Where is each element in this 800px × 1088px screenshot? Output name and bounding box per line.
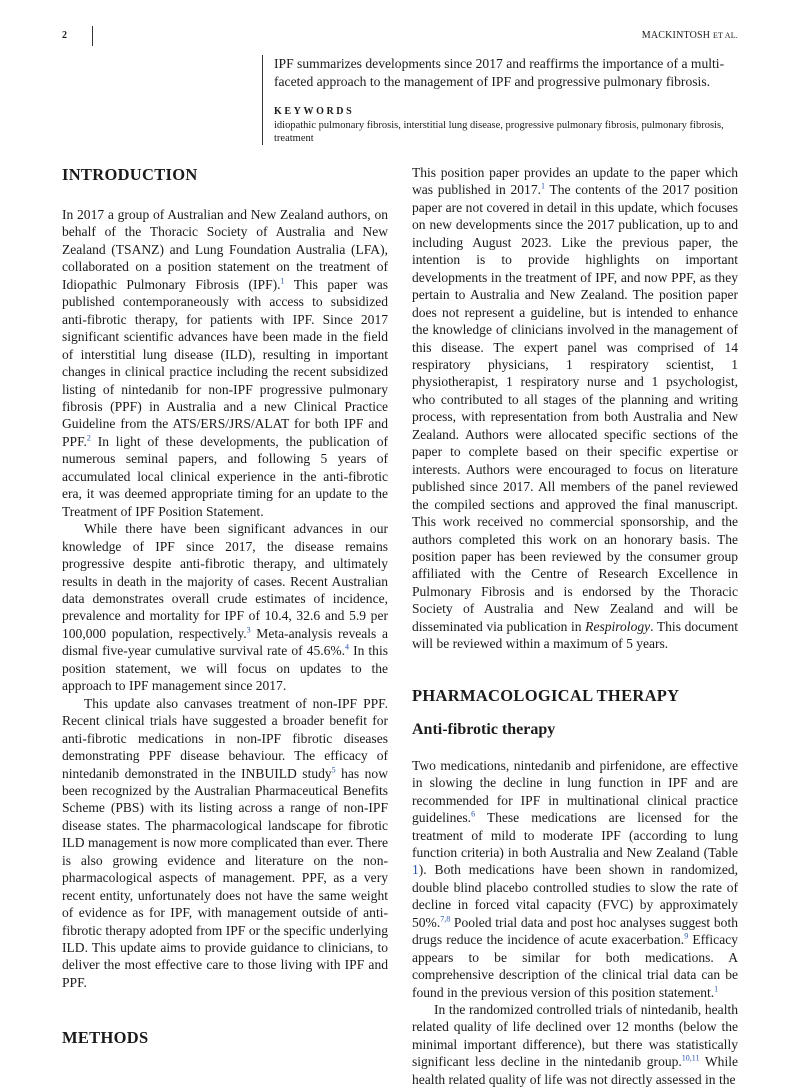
citation-link[interactable]: 7,8 — [440, 914, 451, 924]
header-divider — [92, 26, 93, 46]
running-head-etal: ET AL. — [712, 31, 738, 40]
methods-heading: METHODS — [62, 1028, 149, 1048]
anti-fibrotic-paragraph-1: Two medications, nintedanib and pirfenidone, are effective in slowing the decline in lung function in IPF and are recommended for IPF in multinational clinical practice guidelines.$^6$ These medications are licensed for the treatment of mild to moderate IPF (according to lung function criteria) in both Australia and New Zealand (Table 1). Both medications have been shown in randomized, double blind placebo controlled studies to slow the rate of decline in forced vital capacity (FVC) by approximately 50%.$^{7,8}$ Pooled trial data and post hoc analyses suggest both drugs reduce the incidence of acute exacerbation.$^9$ Efficacy appears to be similar for both medications. A comprehensive description of the clinical trial data can be found in the previous version of this position statement.$^1$ — [412, 757, 738, 1000]
methods-continuation — [412, 164, 738, 653]
abstract-text: IPF summarizes developments since 2017 and reaffirms the importance of a multi-faceted approach to the management of IPF and progressive pulmonary fibrosis. — [274, 56, 725, 89]
left-column — [62, 164, 388, 1069]
citation-link[interactable]: 5 — [331, 764, 336, 774]
running-head-name: MACKINTOSH — [641, 30, 713, 41]
anti-fibrotic-therapy-heading: Anti-fibrotic therapy — [412, 720, 556, 738]
keywords-list: idiopathic pulmonary fibrosis, interstitial lung disease, progressive pulmonary fibrosis, pulmonary fibrosis, treatment — [274, 120, 724, 144]
citation-link[interactable]: 4 — [345, 642, 350, 652]
citation-link[interactable]: 3 — [246, 625, 251, 635]
page-number: 2 — [62, 30, 67, 41]
table-link[interactable]: 1 — [412, 862, 419, 878]
running-header — [62, 26, 738, 46]
citation-link[interactable]: 1 — [280, 276, 285, 286]
methods-paragraph-1-continued: This position paper provides an update to the paper which was published in 2017.$^1$ The contents of the 2017 position paper are not covered in detail in this update, which focuses on new developments since the 2017 publication, up to and including August 2023. Like the previous paper, the intention is to provide highlights on important developments in the treatment of IPF, and now PPF, as they pertain to Australia and New Zealand. The position paper does not represent a guideline, but is intended to enhance the knowledge of clinicians involved in the management of this disease. The expert panel was comprised of 14 respiratory physicians, 1 respiratory scientist, 1 physiotherapist, 1 respiratory nurse and 1 psychologist, who contributed to all stages of the planning and writing process, with representation from both Australia and New Zealand. Authors were allocated specific sections of the paper to complete based on their specific expertise or interests. Authors were encouraged to focus on literature published since 2017. All members of the panel reviewed the compiled sections and approved the final manuscript. This work received no commercial sponsorship, and the authors completed this work on an honorary basis. The position paper has been reviewed by the consumer group affiliated with the Centre of Research Excellence in Pulmonary Fibrosis and is endorsed by the Thoracic Society of Australia and New Zealand and will be disseminated via publication in Respirology. This document will be reviewed within a maximum of 5 years. — [412, 165, 738, 652]
right-column — [412, 164, 738, 1088]
citation-link[interactable]: 9 — [684, 931, 689, 941]
introduction-paragraph-2: While there have been significant advances in our knowledge of IPF since 2017, the disease remains progressive despite anti-fibrotic therapy, and ultimately results in death in the majority of cases. Recent Australian data demonstrates overall crude estimates of incidence, prevalence and mortality for IPF of 10.4, 32.6 and 5.9 per 100,000 population, respectively.$^3$ Meta-analysis reveals a dismal five-year cumulative survival rate of 45.6%.$^4$ In this position statement, we will focus on updates to the approach to IPF management since 2017. — [62, 521, 388, 694]
pharmacological-therapy-heading: PHARMACOLOGICAL THERAPY — [412, 685, 680, 705]
keywords-label: KEYWORDS — [274, 106, 355, 117]
journal-name: Respirology — [585, 618, 651, 634]
abstract-block — [262, 55, 752, 145]
citation-link[interactable]: 1 — [714, 984, 719, 994]
citation-link[interactable]: 1 — [541, 181, 545, 191]
anti-fibrotic-paragraph-2: In the randomized controlled trials of nintedanib, health related quality of life declined over 12 months (below the minimal important difference), but there was statistically significant less decline in the nintedanib group.$^{10,11}$ While health related quality of life was not directly assessed in the — [412, 1002, 738, 1087]
citation-link[interactable]: 2 — [86, 433, 91, 443]
citation-link[interactable]: 6 — [471, 809, 476, 819]
introduction-heading: INTRODUCTION — [62, 165, 198, 184]
running-head-authors — [642, 26, 738, 46]
citation-link[interactable]: 10,11 — [681, 1053, 700, 1063]
introduction-paragraph-3: This update also canvases treatment of non-IPF PPF. Recent clinical trials have suggested a broader benefit for anti-fibrotic medications in non-IPF fibrotic diseases demonstrating PPF disease behaviour. The efficacy of nintedanib demonstrated in the INBUILD study$^5$ has now been recognized by the Australian Pharmaceutical Benefits Scheme (PBS) with its listing across a range of non-IPF disease states. The pharmacological landscape for fibrotic ILD management is now more complicated than ever. There is also growing evidence and literature on the non-pharmacological aspects of management. PPF, as a very recent entity, unfortunately does not have the same weight of evidence as for IPF, with management outside of anti-fibrotic therapy adopted from IPF or the specific underlying ILD. This update aims to provide guidance to clinicians, to deliver the most effective care to those living with IPF and PPF. — [62, 695, 388, 990]
introduction-paragraph-1: In 2017 a group of Australian and New Zealand authors, on behalf of the Thoracic Society of Australia and New Zealand (TSANZ) and Lung Foundation Australia (LFA), collaborated on a position statement on the treatment of Idiopathic Pulmonary Fibrosis (IPF).$^1$ This paper was published contemporaneously with access to subsidized anti-fibrotic therapy, for patients with IPF. Since 2017 significant scientific advances have been made in the field of interstitial lung disease (ILD), resulting in important changes in clinical practice including the recent subsidized listing of nintedanib for non-IPF progressive pulmonary fibrosis (PPF) in Australia and a new Clinical Practice Guideline from the ATS/ERS/JRS/ALAT for both IPF and PPF.$^2$ In light of these developments, the publication of numerous seminal papers, and following 5 years of accumulated local clinical experience in the anti-fibrotic era, it was deemed appropriate timing for an update to the Treatment of IPF Position Statement. — [62, 207, 388, 519]
